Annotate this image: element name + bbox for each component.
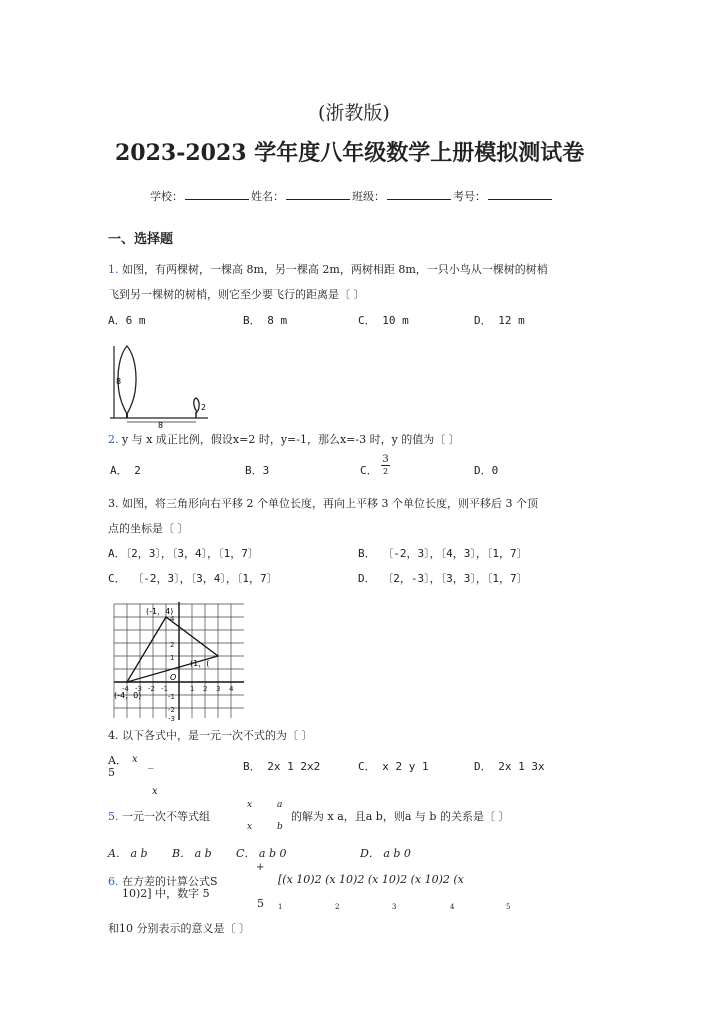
q4-option-a-x2: x: [152, 786, 158, 797]
q5-pre: 一元一次不等式组: [122, 810, 210, 823]
q2-option-a[interactable]: A． 2: [110, 464, 141, 477]
q6-sub-5: 5: [506, 903, 511, 911]
q3-label-left: (-4，0): [114, 691, 142, 700]
school-blank[interactable]: [185, 189, 249, 200]
q4-option-c[interactable]: C． x 2 y 1: [358, 760, 429, 773]
q3-x-tick: 4: [229, 685, 234, 693]
q5-sys-bot-r: b: [277, 822, 283, 832]
q1-tree-figure: [108, 342, 212, 428]
q4-line: [108, 727, 313, 743]
q2-option-d[interactable]: D．0: [474, 464, 499, 477]
q3-x-tick: 3: [216, 685, 221, 693]
section-heading: 一、选择题: [108, 232, 174, 247]
q4-option-a[interactable]: [108, 752, 208, 802]
q2-option-b[interactable]: B．3: [245, 464, 270, 477]
q3-y-tick: -2: [168, 706, 175, 714]
q1-option-d[interactable]: D． 12 m: [474, 314, 525, 327]
q1-fig-height-tall: 8: [116, 377, 122, 386]
q6-sub-4: 4: [450, 903, 455, 911]
class-label: 班级：: [352, 190, 385, 203]
school-label: 学校：: [150, 190, 183, 203]
q5-sys-bot-l: x: [247, 822, 253, 832]
q5-option-a[interactable]: A． a b: [108, 847, 148, 860]
q3-text-2: 点的坐标是〔 〕: [108, 522, 189, 535]
q3-y-tick: 2: [170, 641, 175, 649]
q6-line3: 和10 分别表示的意义是〔 〕: [108, 922, 250, 935]
q4-option-d[interactable]: D． 2x 1 3x: [474, 760, 545, 773]
q4-option-a-dash: _: [148, 756, 154, 769]
q3-coordinate-figure: [110, 600, 246, 722]
q6-sub-2: 2: [335, 903, 340, 911]
q6-sub-1: 1: [278, 903, 283, 911]
name-blank[interactable]: [286, 189, 350, 200]
q4-option-a-x: x: [132, 754, 138, 765]
q2-line: [108, 431, 460, 447]
q3-origin: O: [170, 673, 177, 682]
q6-line2: 10)2] 中，数字 5: [122, 887, 210, 900]
q3-option-c[interactable]: C． 〔-2，3〕，〔3，4〕，〔1，7〕: [108, 572, 278, 585]
q6-plus: +: [256, 862, 265, 873]
q1-text-1: 如图，有两棵树，一棵高 8m，另一棵高 2m，两树相距 8m，一只小鸟从一棵树的树梢: [122, 263, 548, 276]
q5-system: [245, 800, 287, 836]
q6-five: 5: [257, 897, 264, 910]
student-info-line: [150, 188, 554, 204]
number-label: 考号：: [453, 190, 486, 203]
q5-number: 5.: [108, 810, 119, 823]
q2-text: y 与 x 成正比例，假设x=2 时，y=-1，那么x=-3 时，y 的值为〔 〕: [122, 433, 460, 446]
q3-number: 3.: [108, 497, 119, 510]
q3-y-tick: 1: [170, 654, 175, 662]
q3-y-tick: -1: [168, 693, 175, 701]
q5-sys-top-l: x: [247, 800, 253, 810]
q1-fig-height-short: 2: [201, 403, 207, 412]
q4-option-a-5: 5: [108, 766, 115, 779]
q5-mid-text: 的解为 x a，且a b，则a 与 b 的关系是〔 〕: [291, 810, 510, 823]
q4-option-a-label: A．: [108, 754, 127, 767]
q3-x-tick: 1: [190, 685, 195, 693]
q3-x-tick: -3: [135, 685, 142, 693]
q2-fraction-den: 2: [382, 467, 389, 476]
q5-line: [108, 808, 210, 824]
q3-option-b[interactable]: B． 〔-2，3〕，〔4，3〕，〔1，7〕: [358, 547, 528, 560]
q1-line1: [108, 261, 548, 277]
q1-option-c[interactable]: C． 10 m: [358, 314, 409, 327]
name-label: 姓名：: [251, 190, 284, 203]
q3-y-tick: 4: [170, 615, 175, 623]
q3-x-tick: 2: [203, 685, 208, 693]
page-title: 2023-2023 学年度八年级数学上册模拟测试卷: [115, 140, 585, 166]
class-blank[interactable]: [387, 189, 451, 200]
q4-number: 4.: [108, 729, 119, 742]
q1-option-b[interactable]: B． 8 m: [243, 314, 288, 327]
q6-formula: [(x 10)2 (x 10)2 (x 10)2 (x 10)2 (x: [278, 873, 464, 886]
q5-option-c[interactable]: C． a b 0: [236, 847, 287, 860]
q1-option-a[interactable]: A．6 m: [108, 314, 146, 327]
q5-option-d[interactable]: D． a b 0: [360, 847, 411, 860]
q3-label-right: (1，(: [190, 659, 210, 668]
q3-y-tick: -3: [168, 715, 175, 722]
q3-option-d[interactable]: D． 〔2，-3〕，〔3，3〕，〔1，7〕: [358, 572, 528, 585]
q3-text-1: 如图，将三角形向右平移 2 个单位长度，再向上平移 3 个单位长度，则平移后 3 个顶: [122, 497, 538, 510]
number-blank[interactable]: [488, 189, 552, 200]
edition-label: (浙教版): [318, 102, 390, 124]
q2-option-c-label: C．: [360, 464, 378, 477]
q2-fraction-num: 3: [382, 454, 389, 465]
q5-option-b[interactable]: B． a b: [172, 847, 212, 860]
q5-sys-top-r: a: [277, 800, 283, 810]
q2-number: 2.: [108, 433, 119, 446]
q3-line1: [108, 495, 538, 511]
q3-x-tick: -1: [161, 685, 168, 693]
q2-fraction: [381, 454, 390, 477]
q3-option-a[interactable]: A．〔2，3〕，〔3，4〕，〔1，7〕: [108, 547, 259, 560]
q6-pre: 在方差的计算公式S: [122, 875, 218, 888]
q2-option-c[interactable]: [360, 462, 378, 478]
q1-fig-distance: 8: [158, 421, 164, 428]
q6-number: 6.: [108, 875, 119, 888]
q1-number: 1.: [108, 263, 119, 276]
q4-option-b[interactable]: B． 2x 1 2x2: [243, 760, 321, 773]
q3-x-tick: -4: [122, 685, 129, 693]
q4-text: 以下各式中，是一元一次不式的为〔 〕: [122, 729, 313, 742]
q3-x-tick: -2: [148, 685, 155, 693]
q1-text-2: 飞到另一棵树的树梢，则它至少要飞行的距离是〔 〕: [108, 288, 365, 301]
q6-sub-3: 3: [392, 903, 397, 911]
q3-label-top: (-1，4): [146, 607, 174, 616]
